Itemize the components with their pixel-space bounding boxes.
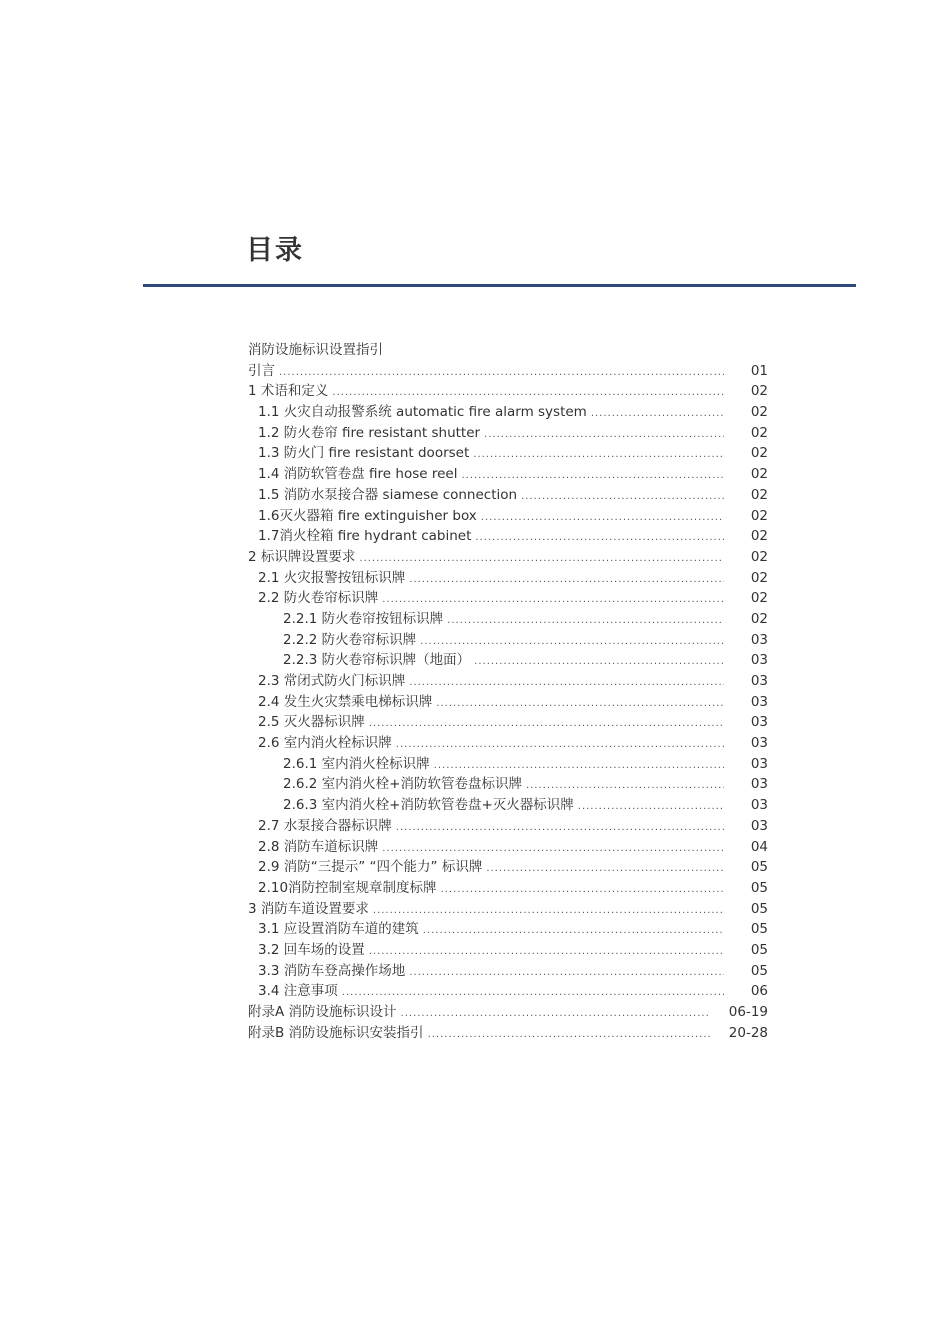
toc-entry-page-number: 05 — [750, 859, 768, 876]
toc-dot-leader — [434, 756, 724, 777]
toc-entry[interactable] — [248, 878, 768, 899]
toc-entry-page-number: 03 — [750, 673, 768, 689]
toc-entry[interactable] — [248, 650, 768, 671]
toc-entry-title: 1 术语和定义 — [248, 383, 329, 400]
toc-dot-leader — [521, 487, 724, 508]
toc-dot-leader — [409, 673, 724, 694]
toc-entry-page-number: 02 — [750, 424, 768, 441]
toc-entry[interactable] — [248, 402, 768, 423]
toc-entry-title: 1.3 防火门 fire resistant doorset — [258, 445, 470, 462]
toc-entry[interactable] — [248, 919, 768, 940]
toc-entry[interactable] — [248, 899, 768, 920]
toc-entry-title: 附录B 消防设施标识安装指引 — [248, 1024, 424, 1041]
toc-entry-title: 2.6.2 室内消火栓+消防软管卷盘标识牌 — [283, 776, 522, 793]
toc-entry-page-number: 20-28 — [728, 1024, 768, 1041]
page-title: 目录 — [246, 235, 304, 266]
toc-dot-leader — [436, 694, 724, 715]
toc-list — [248, 361, 768, 1044]
toc-entry-page-number: 05 — [750, 879, 768, 896]
toc-entry-title: 1.5 消防水泵接合器 siamese connection — [258, 486, 518, 503]
toc-entry-page-number: 02 — [750, 383, 768, 400]
toc-entry-page-number: 02 — [750, 569, 768, 586]
toc-dot-leader — [342, 983, 724, 1004]
toc-entry[interactable] — [248, 961, 768, 982]
toc-entry-title: 2.8 消防车道标识牌 — [258, 838, 379, 855]
toc-entry-title: 1.2 防火卷帘 fire resistant shutter — [258, 424, 481, 441]
toc-entry-page-number: 02 — [750, 590, 768, 607]
toc-entry-title: 2.6.3 室内消火栓+消防软管卷盘+灭火器标识牌 — [283, 797, 574, 814]
toc-dot-leader — [409, 570, 724, 591]
toc-dot-leader — [578, 797, 724, 818]
toc-entry-page-number: 02 — [750, 507, 768, 524]
toc-dot-leader — [401, 1004, 710, 1025]
toc-entry-title: 1.4 消防软管卷盘 fire hose reel — [258, 466, 458, 483]
toc-entry-title: 1.6灭火器箱 fire extinguisher box — [258, 507, 477, 524]
toc-entry[interactable] — [248, 712, 768, 733]
toc-entry-title: 2.2.2 防火卷帘标识牌 — [283, 631, 417, 648]
toc-entry[interactable] — [248, 568, 768, 589]
toc-entry-page-number: 03 — [750, 755, 768, 772]
toc-entry-title: 引言 — [248, 362, 275, 379]
toc-entry[interactable] — [248, 857, 768, 878]
toc-entry-page-number: 05 — [750, 921, 768, 938]
toc-entry-page-number: 01 — [750, 362, 768, 379]
toc-entry[interactable] — [248, 423, 768, 444]
toc-entry[interactable] — [248, 547, 768, 568]
toc-dot-leader — [423, 921, 724, 942]
toc-entry[interactable] — [248, 630, 768, 651]
toc-entry-title: 2.6.1 室内消火栓标识牌 — [283, 755, 430, 772]
toc-dot-leader — [481, 508, 724, 529]
toc-dot-leader — [369, 942, 724, 963]
toc-entry-title: 2.2.3 防火卷帘标识牌（地面） — [283, 652, 471, 669]
toc-dot-leader — [526, 776, 724, 797]
toc-dot-leader — [279, 363, 724, 384]
toc-entry-title: 3.1 应设置消防车道的建筑 — [258, 921, 419, 938]
toc-dot-leader — [373, 901, 724, 922]
toc-entry-page-number: 02 — [750, 528, 768, 545]
toc-entry[interactable] — [248, 795, 768, 816]
toc-entry-page-number: 02 — [750, 486, 768, 503]
toc-entry-title: 3.3 消防车登高操作场地 — [258, 962, 406, 979]
toc-entry-page-number: 02 — [750, 466, 768, 483]
toc-entry-title: 3.4 注意事项 — [258, 983, 338, 1000]
toc-entry-title: 2.5 灭火器标识牌 — [258, 714, 365, 731]
toc-entry-title: 3.2 回车场的设置 — [258, 941, 365, 958]
toc-entry-title: 2.7 水泵接合器标识牌 — [258, 817, 392, 834]
toc-entry-title: 2 标识牌设置要求 — [248, 548, 356, 565]
toc-dot-leader — [441, 880, 724, 901]
toc-entry-page-number: 03 — [750, 776, 768, 793]
toc-entry[interactable] — [248, 733, 768, 754]
toc-dot-leader — [382, 590, 724, 611]
toc-dot-leader — [474, 652, 724, 673]
toc-entry-title: 2.3 常闭式防火门标识牌 — [258, 673, 406, 689]
toc-dot-leader — [396, 735, 724, 756]
toc-entry-title: 3 消防车道设置要求 — [248, 900, 369, 917]
toc-entry-title: 2.9 消防“三提示” “四个能力” 标识牌 — [258, 859, 483, 876]
title-divider — [143, 284, 856, 287]
toc-dot-leader — [409, 963, 724, 984]
toc-entry-page-number: 03 — [750, 693, 768, 710]
toc-entry-page-number: 03 — [750, 817, 768, 834]
toc-entry-title: 2.10消防控制室规章制度标牌 — [258, 879, 437, 896]
toc-dot-leader — [461, 466, 724, 487]
toc-entry[interactable] — [248, 671, 768, 692]
toc-dot-leader — [447, 611, 724, 632]
toc-entry[interactable] — [248, 816, 768, 837]
toc-entry-page-number: 02 — [750, 445, 768, 462]
toc-entry-title: 2.2.1 防火卷帘按钮标识牌 — [283, 610, 444, 627]
toc-dot-leader — [428, 1025, 710, 1046]
toc-entry[interactable] — [248, 1023, 768, 1044]
toc-entry[interactable] — [248, 692, 768, 713]
toc-entry-page-number: 03 — [750, 652, 768, 669]
toc-entry-title: 1.7消火栓箱 fire hydrant cabinet — [258, 528, 472, 545]
toc-entry[interactable] — [248, 464, 768, 485]
toc-entry-title: 2.1 火灾报警按钮标识牌 — [258, 569, 406, 586]
toc-entry[interactable] — [248, 381, 768, 402]
toc-entry[interactable] — [248, 361, 768, 382]
toc-entry-page-number: 03 — [750, 714, 768, 731]
toc-entry-page-number: 02 — [750, 610, 768, 627]
toc-entry-page-number: 06 — [750, 983, 768, 1000]
toc-dot-leader — [473, 445, 724, 466]
toc-entry[interactable] — [248, 1002, 768, 1023]
toc-entry-title: 1.1 火灾自动报警系统 automatic fire alarm system — [258, 404, 587, 421]
toc-entry-title: 2.4 发生火灾禁乘电梯标识牌 — [258, 693, 433, 710]
toc-entry[interactable] — [248, 774, 768, 795]
toc-entry-title: 2.6 室内消火栓标识牌 — [258, 735, 392, 752]
table-of-contents — [248, 340, 768, 1043]
toc-entry-title: 附录A 消防设施标识设计 — [248, 1004, 397, 1020]
toc-entry-page-number: 05 — [750, 962, 768, 979]
toc-entry-page-number: 02 — [750, 404, 768, 421]
toc-entry[interactable] — [248, 837, 768, 858]
toc-entry[interactable] — [248, 443, 768, 464]
toc-entry-page-number: 03 — [750, 735, 768, 752]
toc-entry-title: 2.2 防火卷帘标识牌 — [258, 590, 379, 607]
toc-dot-leader — [382, 839, 724, 860]
toc-dot-leader — [591, 404, 724, 425]
toc-entry-page-number: 05 — [750, 900, 768, 917]
toc-entry[interactable] — [248, 754, 768, 775]
toc-entry-page-number: 03 — [750, 797, 768, 814]
toc-entry[interactable] — [248, 588, 768, 609]
toc-entry[interactable] — [248, 609, 768, 630]
toc-dot-leader — [486, 859, 724, 880]
toc-entry-page-number: 02 — [750, 548, 768, 565]
toc-dot-leader — [475, 528, 724, 549]
toc-entry[interactable] — [248, 506, 768, 527]
toc-entry[interactable] — [248, 981, 768, 1002]
toc-entry-page-number: 05 — [750, 941, 768, 958]
toc-dot-leader — [369, 714, 724, 735]
toc-dot-leader — [420, 632, 724, 653]
toc-document-title: 消防设施标识设置指引 — [248, 342, 383, 358]
toc-dot-leader — [484, 425, 724, 446]
toc-dot-leader — [396, 818, 724, 839]
toc-dot-leader — [359, 549, 724, 570]
toc-entry[interactable] — [248, 526, 768, 547]
toc-dot-leader — [332, 383, 724, 404]
toc-entry[interactable] — [248, 485, 768, 506]
toc-entry[interactable] — [248, 940, 768, 961]
toc-entry-page-number: 06-19 — [728, 1004, 768, 1020]
toc-entry-page-number: 04 — [750, 838, 768, 855]
toc-entry-page-number: 03 — [750, 631, 768, 648]
